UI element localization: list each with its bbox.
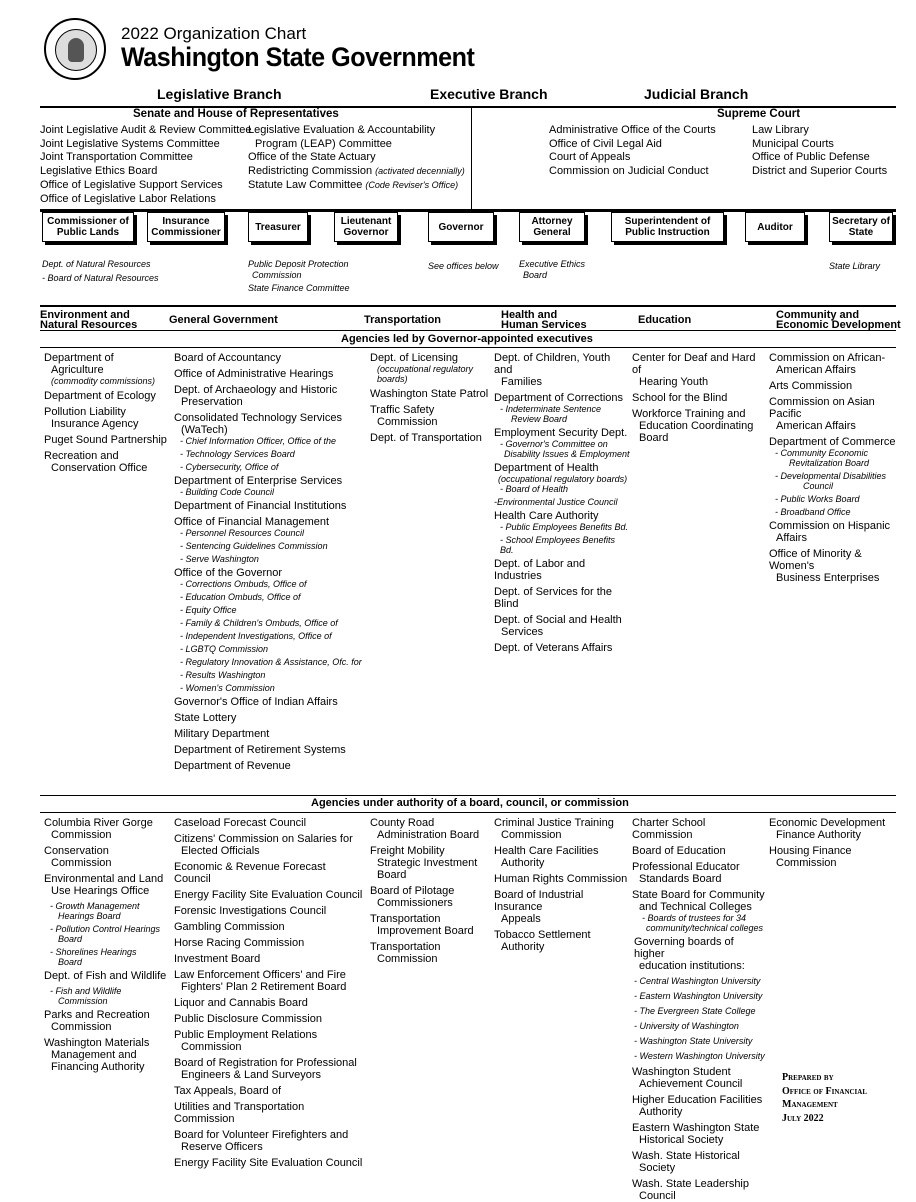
list-item: Utilities and Transportation Commission xyxy=(174,1101,305,1125)
list-item: Public Disclosure Commission xyxy=(174,1013,322,1025)
board-trans-column xyxy=(370,817,495,969)
list-item: Recreation and xyxy=(44,450,119,462)
board-comm-column xyxy=(769,817,909,873)
list-item: Board of Accountancy xyxy=(174,352,282,364)
list-item: - Eastern Washington University xyxy=(634,991,763,1001)
divider xyxy=(40,347,896,348)
list-item: Finance Authority xyxy=(776,829,861,841)
list-item: Law Library xyxy=(752,124,809,136)
list-item: Financing Authority xyxy=(51,1061,145,1073)
list-item: - Regulatory Innovation & Assistance, Ofc. for xyxy=(180,657,362,667)
list-item: Strategic Investment xyxy=(377,857,478,869)
list-item: Dept. of Services for the Blind xyxy=(494,586,612,610)
category-environment: Environment and Natural Resources xyxy=(40,309,138,331)
list-item: Society xyxy=(639,1162,676,1174)
list-item: Commission xyxy=(51,829,112,841)
list-item: Revitalization Board xyxy=(789,458,870,468)
list-item: Elected Officials xyxy=(181,845,260,857)
list-item: Environmental and Land xyxy=(44,873,164,885)
list-item: Dept. of Labor and Industries xyxy=(494,558,586,582)
list-item: - Results Washington xyxy=(180,670,266,680)
list-item: Commission xyxy=(58,996,108,1006)
list-item: Health Care Authority xyxy=(494,510,599,522)
list-item: Department of Retirement Systems xyxy=(174,744,346,756)
list-item: - School Employees Benefits Bd. xyxy=(500,535,616,555)
note-treasurer: Public Deposit Protection Commission State Finance Committee xyxy=(248,259,350,293)
divider xyxy=(40,305,896,307)
list-item: - Public Employees Benefits Bd. xyxy=(500,522,629,532)
list-item: - Community Economic xyxy=(775,448,869,458)
list-item: Higher Education Facilities xyxy=(632,1094,763,1106)
list-item: Authority xyxy=(639,1106,683,1118)
elected-box-public-lands: Commissioner of Public Lands xyxy=(42,212,134,242)
list-item: Department of Financial Institutions xyxy=(174,500,347,512)
list-item: Pollution Liability xyxy=(44,406,126,418)
list-item: Energy Facility Site Evaluation Council xyxy=(174,1157,363,1169)
prepared-by-note: Prepared by Office of Financial Management July 2022 xyxy=(782,1072,868,1124)
list-item: - Fish and Wildlife xyxy=(50,986,122,996)
branch-divider xyxy=(471,106,472,210)
list-item: - Equity Office xyxy=(180,605,237,615)
list-item: - Broadband Office xyxy=(775,507,851,517)
category-general-government: General Government xyxy=(169,314,278,326)
list-item: Office of Legislative Labor Relations xyxy=(40,192,216,205)
list-item: - Serve Washington xyxy=(180,554,259,564)
list-item: Housing Finance xyxy=(769,845,852,857)
list-item: Historical Society xyxy=(639,1134,724,1146)
list-item: Center for Deaf and Hard of xyxy=(632,352,756,376)
judicial-branch-heading: Judicial Branch xyxy=(644,86,749,102)
list-item: Citizens' Commission on Salaries for xyxy=(174,833,353,845)
list-item: Improvement Board xyxy=(377,925,474,937)
list-item: Achievement Council xyxy=(639,1078,743,1090)
list-item: American Affairs xyxy=(776,420,856,432)
list-item: Commission xyxy=(776,857,837,869)
list-item: Office of Financial Management xyxy=(174,516,330,528)
list-item: - Indeterminate Sentence xyxy=(500,404,602,414)
list-item: Office of Legislative Support Services xyxy=(40,178,223,191)
list-item: Conservation Office xyxy=(51,462,148,474)
list-item: Forensic Investigations Council xyxy=(174,905,327,917)
list-item: Human Rights Commission xyxy=(494,873,628,885)
gov-edu-column xyxy=(632,352,767,444)
list-item: - Pollution Control Hearings xyxy=(50,924,161,934)
list-item: Caseload Forecast Council xyxy=(174,817,307,829)
elected-box-attorney-general: Attorney General xyxy=(519,212,585,242)
list-item: Board of Registration for Professional xyxy=(174,1057,357,1069)
list-item: Commission xyxy=(377,953,438,965)
list-item: Statute Law Committee (Code Reviser's Office) xyxy=(248,178,459,191)
list-item: Dept. of Children, Youth and xyxy=(494,352,611,376)
list-item: - Central Washington University xyxy=(634,976,761,986)
list-item: Board of Pilotage xyxy=(370,885,455,897)
list-item: - Corrections Ombuds, Office of xyxy=(180,579,307,589)
list-item: Use Hearings Office xyxy=(51,885,150,897)
list-item: Council xyxy=(639,1190,676,1202)
list-item: Hearing Youth xyxy=(639,376,709,388)
list-item: Disability Issues & Employment xyxy=(504,449,630,459)
list-item: Board of Education xyxy=(632,845,726,857)
chart-year-title: 2022 Organization Chart xyxy=(121,24,307,43)
list-item: Office of the Governor xyxy=(174,567,283,579)
list-item: Office of the State Actuary xyxy=(248,151,376,164)
list-item: Commission on Asian Pacific xyxy=(769,396,875,420)
list-item: Wash. State Leadership xyxy=(632,1178,749,1190)
list-item: and Technical Colleges xyxy=(639,901,752,913)
note-attorney-general: Executive Ethics Board xyxy=(519,259,586,280)
gov-health-column xyxy=(494,352,630,658)
list-item: Board xyxy=(58,957,83,967)
list-item: Office of Public Defense xyxy=(752,151,870,164)
category-education: Education xyxy=(638,314,692,326)
page-title: Washington State Government xyxy=(121,42,475,72)
list-item: Dept. of Veterans Affairs xyxy=(494,642,613,654)
list-item: - Washington State University xyxy=(634,1036,753,1046)
state-seal xyxy=(44,18,106,80)
note-governor: See offices below xyxy=(428,261,499,271)
list-item: Commission xyxy=(377,416,438,428)
elected-box-auditor: Auditor xyxy=(745,212,805,242)
list-item: Commission on African- xyxy=(769,352,886,364)
board-agencies-heading: Agencies under authority of a board, council, or commission xyxy=(311,797,629,809)
list-item: Commission xyxy=(501,829,562,841)
list-item: - Independent Investigations, Office of xyxy=(180,631,332,641)
list-item: Management and xyxy=(51,1049,137,1061)
list-item: (WaTech) xyxy=(181,424,228,436)
list-item: Engineers & Land Surveyors xyxy=(181,1069,322,1081)
list-item: - Education Ombuds, Office of xyxy=(180,592,301,602)
list-item: Board xyxy=(639,432,669,444)
list-item: Health Care Facilities xyxy=(494,845,599,857)
list-item: Business Enterprises xyxy=(776,572,880,584)
board-edu-column xyxy=(632,817,767,1202)
list-item: Commission on Hispanic xyxy=(769,520,891,532)
governor-agencies-heading: Agencies led by Governor-appointed executives xyxy=(341,333,593,345)
list-item: - The Evergreen State College xyxy=(634,1006,756,1016)
list-item: Program (LEAP) Committee xyxy=(255,137,392,150)
list-item: - Public Works Board xyxy=(775,494,860,504)
list-item: Council xyxy=(803,481,834,491)
elected-box-superintendent: Superintendent of Public Instruction xyxy=(611,212,724,242)
list-item: Freight Mobility xyxy=(370,845,445,857)
list-item: - Personnel Resources Council xyxy=(180,528,305,538)
list-item: Criminal Justice Training xyxy=(494,817,614,829)
list-item: Liquor and Cannabis Board xyxy=(174,997,308,1009)
board-env-column xyxy=(44,817,169,1073)
board-health-column xyxy=(494,817,630,957)
list-item: Hearings Board xyxy=(58,911,121,921)
divider xyxy=(40,812,896,813)
list-item: - Technology Services Board xyxy=(180,449,295,459)
list-item: Governor's Office of Indian Affairs xyxy=(174,696,338,708)
list-item: Traffic Safety xyxy=(370,404,435,416)
list-item: Department of Corrections xyxy=(494,392,623,404)
list-item: -Environmental Justice Council xyxy=(494,497,618,507)
judicial-left-list xyxy=(549,124,716,179)
list-item: Governing boards of higher xyxy=(634,936,734,960)
list-item: - University of Washington xyxy=(634,1021,739,1031)
list-item: Redistricting Commission (activated decennially) xyxy=(248,165,465,178)
list-item: Employment Security Dept. xyxy=(494,427,628,439)
category-health: Health and Human Services xyxy=(501,309,587,331)
list-item: - Sentencing Guidelines Commission xyxy=(180,541,328,551)
list-item: Washington Materials xyxy=(44,1037,150,1049)
category-transportation: Transportation xyxy=(364,314,442,326)
list-item: Horse Racing Commission xyxy=(174,937,305,949)
list-item: Consolidated Technology Services xyxy=(174,412,342,424)
list-item: Court of Appeals xyxy=(549,151,631,164)
list-item: Joint Legislative Audit & Review Committee xyxy=(40,124,252,136)
legislative-branch-heading: Legislative Branch xyxy=(157,86,282,102)
list-item: County Road xyxy=(370,817,435,829)
list-item: Administration Board xyxy=(377,829,480,841)
list-item: Transportation xyxy=(370,913,441,925)
list-item: State Lottery xyxy=(174,712,237,724)
list-item: Appeals xyxy=(501,913,541,925)
list-item: - Board of Health xyxy=(500,484,569,494)
list-item: Services xyxy=(501,626,544,638)
list-item: - Boards of trustees for 34 xyxy=(642,913,747,923)
list-item: Conservation xyxy=(44,845,109,857)
legislative-heading: Senate and House of Representatives xyxy=(133,108,339,120)
list-item: (occupational regulatory xyxy=(377,364,474,374)
elected-box-lt-governor: Lieutenant Governor xyxy=(334,212,398,242)
list-item: - Building Code Council xyxy=(180,487,275,497)
list-item: Joint Transportation Committee xyxy=(40,151,193,164)
list-item: Families xyxy=(501,376,542,388)
list-item: American Affairs xyxy=(776,364,856,376)
category-community: Community and Economic Development xyxy=(776,309,901,331)
list-item: Department of Revenue xyxy=(174,760,291,772)
list-item: Board xyxy=(377,869,407,881)
list-item: Dept. of Transportation xyxy=(370,432,482,444)
list-item: - Governor's Committee on xyxy=(500,439,608,449)
list-item: - Shorelines Hearings xyxy=(50,947,137,957)
list-item: Gambling Commission xyxy=(174,921,285,933)
list-item: Office of Civil Legal Aid xyxy=(549,137,662,150)
list-item: boards) xyxy=(377,374,408,384)
list-item: Review Board xyxy=(511,414,568,424)
list-item: - Developmental Disabilities xyxy=(775,471,887,481)
list-item: Public Employment Relations xyxy=(174,1029,318,1041)
gov-trans-column xyxy=(370,352,495,448)
list-item: Commission xyxy=(51,1021,112,1033)
list-item: Commission xyxy=(181,1041,242,1053)
list-item: - Chief Information Officer, Office of the xyxy=(180,436,337,446)
list-item: Authority xyxy=(501,857,545,869)
list-item: Department of xyxy=(44,352,114,364)
list-item: Washington Student xyxy=(632,1066,731,1078)
elected-box-treasurer: Treasurer xyxy=(248,212,308,242)
list-item: community/technical colleges xyxy=(646,923,764,933)
list-item: Board for Volunteer Firefighters and xyxy=(174,1129,349,1141)
list-item: District and Superior Courts xyxy=(752,165,888,178)
list-item: Commission on Judicial Conduct xyxy=(549,165,709,178)
list-item: Commission xyxy=(51,857,112,869)
list-item: Dept. of Licensing xyxy=(370,352,459,364)
note-secretary-of-state: State Library xyxy=(829,261,881,271)
list-item: - Growth Management xyxy=(50,901,140,911)
list-item: Puget Sound Partnership xyxy=(44,434,167,446)
list-item: School for the Blind xyxy=(632,392,728,404)
list-item: (commodity commissions) xyxy=(51,376,156,386)
list-item: Commissioners xyxy=(377,897,453,909)
list-item: Military Department xyxy=(174,728,270,740)
list-item: Legislative Ethics Board xyxy=(40,165,158,178)
divider xyxy=(40,795,896,796)
list-item: Office of Minority & Women's xyxy=(769,548,862,572)
list-item: Energy Facility Site Evaluation Council xyxy=(174,889,363,901)
list-item: Transportation xyxy=(370,941,441,953)
judicial-right-list xyxy=(752,124,887,179)
list-item: State Board for Community xyxy=(632,889,765,901)
list-item: Standards Board xyxy=(639,873,722,885)
list-item: Fighters' Plan 2 Retirement Board xyxy=(181,981,347,993)
list-item: Dept. of Fish and Wildlife xyxy=(44,970,167,982)
note-public-lands: Dept. of Natural Resources - Board of Natural Resources xyxy=(42,259,159,283)
list-item: Tax Appeals, Board of xyxy=(174,1085,282,1097)
gov-gen-column xyxy=(174,352,364,776)
list-item: Administrative Office of the Courts xyxy=(549,124,716,136)
list-item: Wash. State Historical xyxy=(632,1150,740,1162)
list-item: Department of Commerce xyxy=(769,436,896,448)
list-item: Dept. of Social and Health xyxy=(494,614,622,626)
gov-comm-column xyxy=(769,352,909,588)
elected-box-governor: Governor xyxy=(428,212,494,242)
list-item: Legislative Evaluation & Accountability xyxy=(248,124,436,136)
list-item: Agriculture xyxy=(51,364,104,376)
elected-box-insurance: Insurance Commissioner xyxy=(147,212,225,242)
list-item: - Western Washington University xyxy=(634,1051,765,1061)
list-item: education institutions: xyxy=(639,960,745,972)
list-item: - LGBTQ Commission xyxy=(180,644,269,654)
list-item: Columbia River Gorge xyxy=(44,817,153,829)
list-item: - Cybersecurity, Office of xyxy=(180,462,279,472)
list-item: Washington State Patrol xyxy=(370,388,489,400)
list-item: Department of Ecology xyxy=(44,390,156,402)
list-item: Board xyxy=(58,934,83,944)
list-item: Education Coordinating xyxy=(639,420,754,432)
list-item: Workforce Training and xyxy=(632,408,746,420)
legislative-left-list xyxy=(40,124,252,206)
list-item: Affairs xyxy=(776,532,807,544)
list-item: Investment Board xyxy=(174,953,261,965)
list-item: Arts Commission xyxy=(769,380,853,392)
list-item: Department of Enterprise Services xyxy=(174,475,343,487)
list-item: Office of Administrative Hearings xyxy=(174,368,334,380)
list-item: - Family & Children's Ombuds, Office of xyxy=(180,618,338,628)
list-item: Reserve Officers xyxy=(181,1141,263,1153)
list-item: Authority xyxy=(501,941,545,953)
list-item: Dept. of Archaeology and Historic xyxy=(174,384,338,396)
list-item: - Women's Commission xyxy=(180,683,275,693)
list-item: Department of Health xyxy=(494,462,599,474)
list-item: Eastern Washington State xyxy=(632,1122,760,1134)
gov-env-column xyxy=(44,352,169,474)
elected-box-secretary-of-state: Secretary of State xyxy=(829,212,893,242)
executive-branch-heading: Executive Branch xyxy=(430,86,548,102)
list-item: Tobacco Settlement xyxy=(494,929,591,941)
list-item: Parks and Recreation xyxy=(44,1009,150,1021)
board-gen-column xyxy=(174,817,364,1173)
list-item: Board of Industrial Insurance xyxy=(494,889,584,913)
divider xyxy=(40,330,896,331)
list-item: Economic Development xyxy=(769,817,886,829)
list-item: Preservation xyxy=(181,396,243,408)
list-item: Law Enforcement Officers' and Fire xyxy=(174,969,346,981)
legislative-right-list xyxy=(248,124,465,193)
list-item: Economic & Revenue Forecast Council xyxy=(174,861,326,885)
supreme-court-heading: Supreme Court xyxy=(717,108,801,120)
list-item: (occupational regulatory boards) xyxy=(498,474,628,484)
list-item: Municipal Courts xyxy=(752,137,834,150)
list-item: Insurance Agency xyxy=(51,418,139,430)
list-item: Professional Educator xyxy=(632,861,740,873)
list-item: Joint Legislative Systems Committee xyxy=(40,137,220,150)
list-item: Charter School Commission xyxy=(632,817,706,841)
